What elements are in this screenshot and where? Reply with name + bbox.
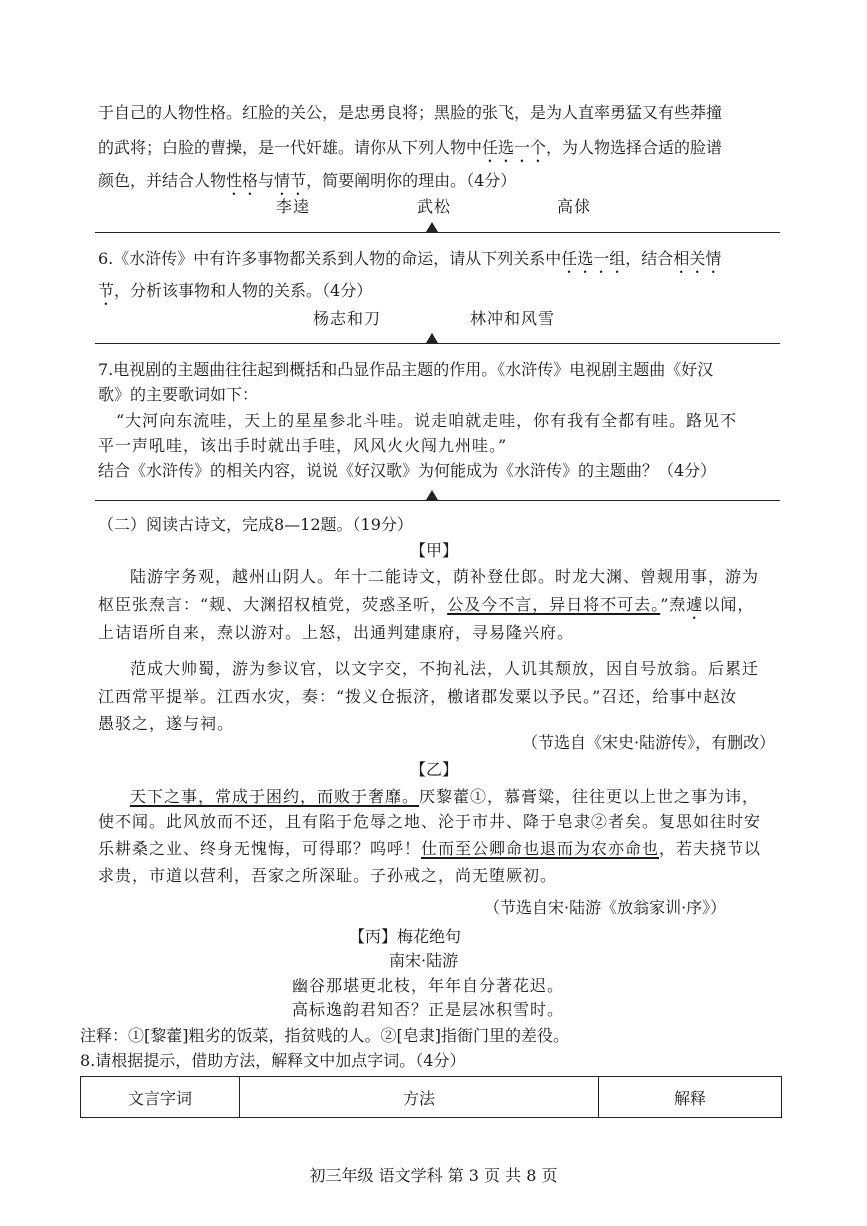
table-header-row: [81, 1077, 782, 1118]
jia-p1-l2-mid: ”焘: [660, 595, 687, 614]
q7-lyrics-1: “大河向东流哇，天上的星星参北斗哇。说走咱就走哇，你有我有全都有哇。路见不: [116, 411, 738, 430]
q6-line-1-mid: ，结合: [625, 249, 674, 268]
section-heading: （二）阅读古诗文，完成8—12题。（19分）: [98, 515, 413, 534]
yi-l2: 使不闻。此风放而不还，且有陷于危辱之地、沦于市井、降于皂隶②者矣。复思如往时安: [98, 812, 762, 831]
jia-p2-l2: 江西常平提举。江西水灾，奏：“拨义仓振济，檄诸郡发粟以予民。”召还，给事中赵汝: [98, 687, 738, 706]
annotations: 注释：①[黎藿]粗劣的饭菜，指贫贱的人。②[皂隶]指衙门里的差役。: [80, 1026, 569, 1045]
q5-line-3-tail: ，简要阐明你的理由。（4分）: [306, 171, 517, 190]
q7-line-1: 7.电视剧的主题曲往往起到概括和凸显作品主题的作用。《水浒传》电视剧主题曲《好汉: [98, 360, 714, 379]
q5-line-3-text: 颜色，并结合人物: [98, 171, 227, 190]
q6-dotted-plot: 节: [98, 281, 115, 300]
q6-dotted-phrase: 任选一组: [561, 249, 626, 268]
jia-p1-l1: 陆游字务观，越州山阴人。年十二能诗文，荫补登仕郎。时龙大渊、曾觌用事，游为: [130, 567, 760, 586]
q8-answer-table: [80, 1076, 782, 1118]
yi-l1-tail: 厌黎藿①，慕膏粱，往往更以上世之事为讳，: [419, 787, 760, 806]
passage-jia-title: 【甲】: [410, 541, 459, 560]
jia-p1-l2: [98, 595, 754, 623]
jia-p1-l2-tail: 以闻，: [703, 595, 755, 614]
yi-l4: 求贵，市道以营利，吾家之所深耻。子孙戒之，尚无堕厥初。: [98, 866, 558, 885]
yi-l3-text: 乐耕桑之业、终身无愧悔，可得耶？呜呼！: [98, 839, 422, 858]
col-header-explanation: 解释: [599, 1077, 782, 1118]
bing-poem-line-2: 高标逸韵君知否？正是层冰积雪时。: [292, 1000, 565, 1019]
answer-marker-icon: [426, 490, 438, 500]
separator-line: [95, 500, 780, 501]
jia-p1-l2-text: 枢臣张焘言：“觌、大渊招权植党，荧惑圣听，: [98, 595, 448, 614]
q5-line-2-tail: ，为人物选择合适的脸谱: [546, 138, 723, 157]
q5-line-2: [98, 138, 788, 166]
q6-line-1: [98, 249, 788, 277]
q5-line-2-text: 的武将；白脸的曹操，是一代奸雄。请你从下列人物中: [98, 138, 483, 157]
q5-option-3: 高俅: [557, 197, 592, 216]
jia-source: （节选自《宋史·陆游传》，有删改）: [522, 733, 776, 752]
col-header-word: 文言字词: [81, 1077, 240, 1118]
q6-option-1: 杨志和刀: [313, 309, 382, 328]
q5-dotted-plot: 情节: [274, 171, 307, 190]
passage-bing-title: 【丙】梅花绝句: [349, 927, 462, 946]
q7-lyrics-2: 平一声吼哇，该出手时就出手哇，风风火火闯九州哇。”: [98, 436, 508, 455]
yi-underlined-clause: 仕而至公卿命也退而为农亦命也: [421, 839, 660, 858]
q8-prompt: 8.请根据提示，借助方法，解释文中加点字词。（4分）: [80, 1051, 466, 1070]
answer-marker-icon: [426, 222, 438, 232]
col-header-method: 方法: [240, 1077, 599, 1118]
q5-line-1: 于自己的人物性格。红脸的关公，是忠勇良将；黑脸的张飞，是为人直率勇猛又有些莽撞: [98, 103, 723, 122]
page-footer: 初三年级 语文学科 第 3 页 共 8 页: [309, 1166, 558, 1185]
q6-line-1-text: 6.《水浒传》中有许多事物都关系到人物的命运，请从下列关系中: [98, 249, 562, 268]
separator-line: [95, 232, 780, 233]
q5-line-3: [98, 171, 788, 199]
q5-dotted-trait: 性格: [226, 171, 259, 190]
jia-dotted-char: 遽: [686, 595, 704, 614]
yi-l1: [130, 787, 759, 807]
separator-line: [95, 343, 780, 344]
q5-line-3-mid: 与: [258, 171, 275, 190]
q5-option-2: 武松: [417, 197, 452, 216]
jia-p2-l1: 范成大帅蜀，游为参议官，以文字交，不拘礼法，人讥其颓放，因自号放翁。后累迁: [130, 659, 760, 678]
q6-option-2: 林冲和风雪: [470, 309, 556, 328]
bing-author: 南宋·陆游: [389, 951, 459, 970]
q5-dotted-phrase: 任选一个: [482, 138, 547, 157]
q6-line-2-text: ，分析该事物和人物的关系。（4分）: [114, 281, 373, 300]
jia-underlined-sentence: 公及今不言，异日将不可去。: [447, 595, 661, 614]
q7-line-5: 结合《水浒传》的相关内容，说说《好汉歌》为何能成为《水浒传》的主题曲？（4分）: [98, 461, 717, 480]
q6-dotted-related: 相关情: [673, 249, 722, 268]
yi-underlined-sentence: 天下之事，常成于困约，而败于奢靡。: [130, 787, 420, 806]
jia-p2-l3: 愚驳之，遂与祠。: [98, 714, 235, 733]
passage-yi-title: 【乙】: [410, 760, 459, 779]
answer-marker-icon: [426, 333, 438, 343]
yi-source: （节选自宋·陆游《放翁家训·序》）: [484, 898, 727, 917]
yi-l3: [98, 839, 761, 859]
yi-l3-tail: ，若夫挠节以: [659, 839, 762, 858]
jia-p1-l3: 上诘语所自来，焘以游对。上怒，出通判建康府，寻易隆兴府。: [98, 623, 575, 642]
q7-line-2: 歌》的主要歌词如下：: [98, 385, 259, 404]
q5-option-1: 李逵: [276, 197, 311, 216]
bing-poem-line-1: 幽谷那堪更北枝，年年自分著花迟。: [292, 976, 565, 995]
q6-line-2: [98, 281, 788, 309]
